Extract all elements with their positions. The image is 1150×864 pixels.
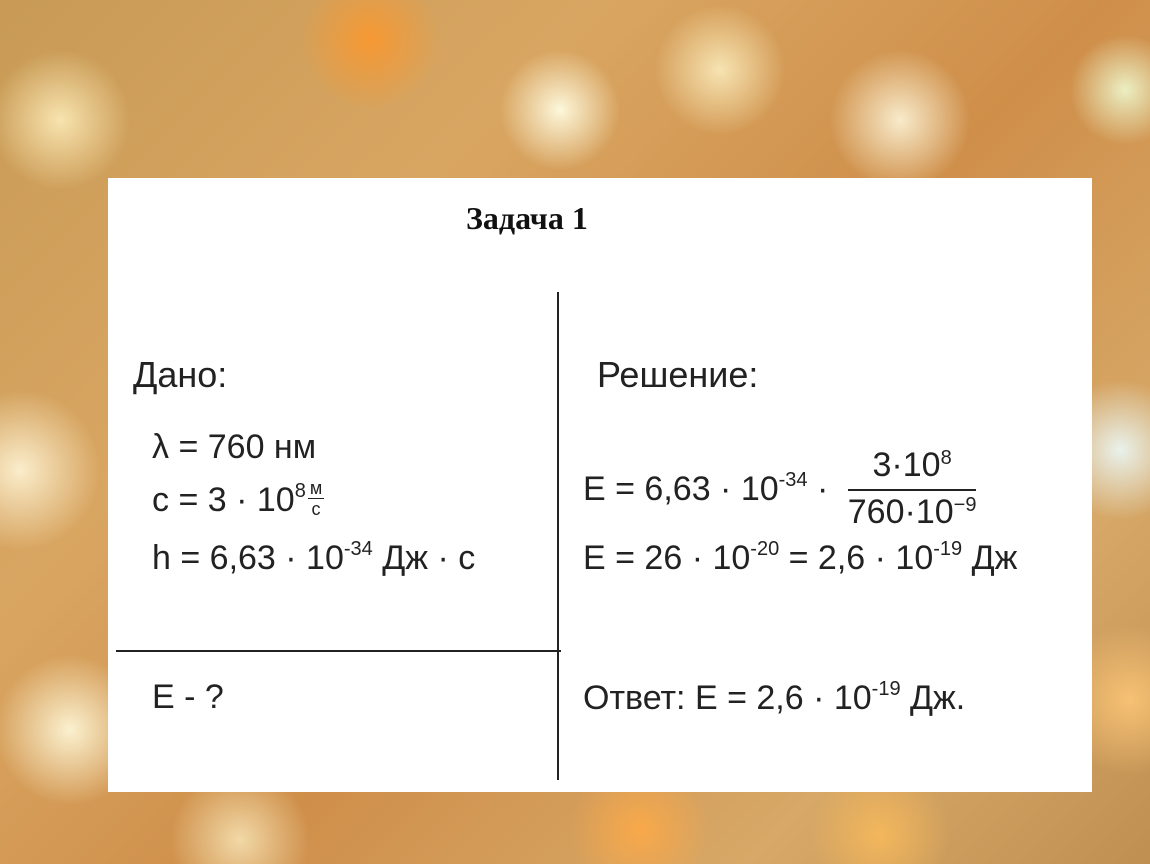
speed-unit-numerator: м <box>309 477 323 498</box>
planck-exponent: -34 <box>343 538 373 560</box>
line2-exp1: -20 <box>750 538 780 560</box>
horizontal-divider <box>116 650 561 652</box>
solution-line-2 <box>583 538 1017 578</box>
line2-part1: Е = 26 · 10 <box>583 539 751 577</box>
find-energy: Е - ? <box>152 678 224 716</box>
speed-exponent: 8 <box>294 480 306 502</box>
fraction-denominator <box>848 491 977 532</box>
given-heading: Дано: <box>133 354 228 395</box>
task-card <box>108 178 1092 792</box>
speed-unit-fraction <box>308 478 324 519</box>
given-speed-of-light <box>152 477 324 523</box>
answer-exponent: -19 <box>871 678 901 700</box>
line1-exponent: -34 <box>778 468 808 491</box>
speed-prefix: с = 3 · 10 <box>152 481 295 519</box>
line1-prefix: Е = 6,63 · 10 <box>583 469 779 508</box>
denominator-base: 760·10 <box>847 493 954 531</box>
speed-unit-denominator: с <box>311 498 321 519</box>
answer-part1: Ответ: Е = 2,6 · 10 <box>583 679 872 717</box>
answer-line <box>583 678 965 718</box>
line2-part3: Дж <box>962 539 1018 577</box>
wavelength-text: λ = 760 нм <box>152 428 317 466</box>
denominator-exponent: −9 <box>953 494 977 516</box>
solution-line-1 <box>583 448 976 534</box>
given-wavelength <box>152 428 316 467</box>
answer-part2: Дж. <box>900 679 966 717</box>
line2-exp2: -19 <box>933 538 963 560</box>
fraction-numerator <box>848 446 977 491</box>
vertical-divider <box>557 292 559 780</box>
energy-fraction <box>848 446 977 532</box>
planck-prefix: h = 6,63 · 10 <box>152 539 344 577</box>
numerator-exponent: 8 <box>940 447 952 469</box>
line2-part2: = 2,6 · 10 <box>779 539 934 577</box>
solution-heading: Решение: <box>597 354 759 395</box>
line1-dot: · <box>807 469 838 508</box>
given-planck-constant <box>152 538 475 578</box>
planck-suffix: Дж · с <box>372 539 476 577</box>
task-title: Задача 1 <box>466 200 588 236</box>
numerator-base: 3·10 <box>872 446 941 484</box>
